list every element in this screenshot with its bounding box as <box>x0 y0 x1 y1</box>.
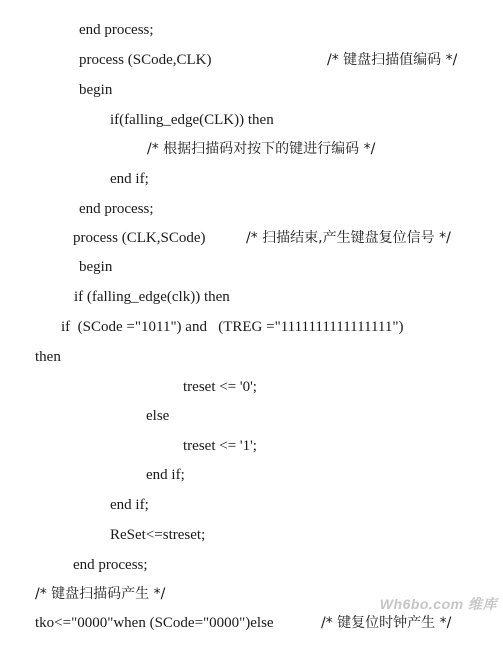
code-text: treset <= '1'; <box>183 438 257 454</box>
code-comment: /* 扫描结束,产生键盘复位信号 */ <box>246 230 451 246</box>
code-line-15 <box>168 416 257 454</box>
code-comment: /* 键盘扫描值编码 */ <box>327 52 458 68</box>
code-text: end if; <box>110 171 149 187</box>
code-line-13 <box>168 357 257 395</box>
code-comment: /* 键复位时钟产生 */ <box>321 615 452 631</box>
code-text: end process; <box>79 201 154 217</box>
code-comment-8 <box>231 208 451 246</box>
code-line-4 <box>95 90 274 128</box>
code-comment-20 <box>20 564 166 602</box>
code-line-7 <box>64 179 154 217</box>
code-text: begin <box>79 82 113 98</box>
code-line-10 <box>59 267 230 305</box>
code-line-8 <box>58 208 206 246</box>
code-text: end process; <box>79 22 154 38</box>
code-text: end if; <box>146 467 185 483</box>
code-comment-2 <box>312 30 458 68</box>
code-text: end process; <box>73 557 148 573</box>
code-line-3 <box>64 60 113 98</box>
code-line-17 <box>95 475 149 513</box>
code-text: if (falling_edge(clk)) then <box>74 289 230 305</box>
code-line-11 <box>46 297 404 335</box>
code-line-16 <box>131 445 185 483</box>
code-line-2 <box>64 30 212 68</box>
code-text: treset <= '0'; <box>183 379 257 395</box>
code-line-12 <box>20 327 61 365</box>
code-text: process (SCode,CLK) <box>79 52 212 68</box>
code-line-1 <box>64 0 154 38</box>
code-comment: /* 键盘扫描码产生 */ <box>35 586 166 602</box>
code-line-19 <box>58 535 148 573</box>
code-line-14 <box>131 386 170 424</box>
code-text: else <box>146 408 170 424</box>
code-text: if (SCode ="1011") and (TREG ="1111111111111111") <box>61 319 404 335</box>
code-line-18 <box>95 505 206 543</box>
code-comment-5 <box>132 119 376 157</box>
code-comment: /* 根据扫描码对按下的键进行编码 */ <box>147 141 376 157</box>
code-text: end if; <box>110 497 149 513</box>
code-line-9 <box>64 237 113 275</box>
code-text: then <box>35 349 61 365</box>
code-text: begin <box>79 259 113 275</box>
code-text: if(falling_edge(CLK)) then <box>110 112 274 128</box>
code-line-21 <box>20 593 274 631</box>
code-text: tko<="0000"when (SCode="0000")else <box>35 615 274 631</box>
code-text: process (CLK,SCode) <box>73 230 206 246</box>
code-line-6 <box>95 149 149 187</box>
code-text: ReSet<=streset; <box>110 527 206 543</box>
watermark: Wh6bo.com 维库 <box>379 596 497 612</box>
